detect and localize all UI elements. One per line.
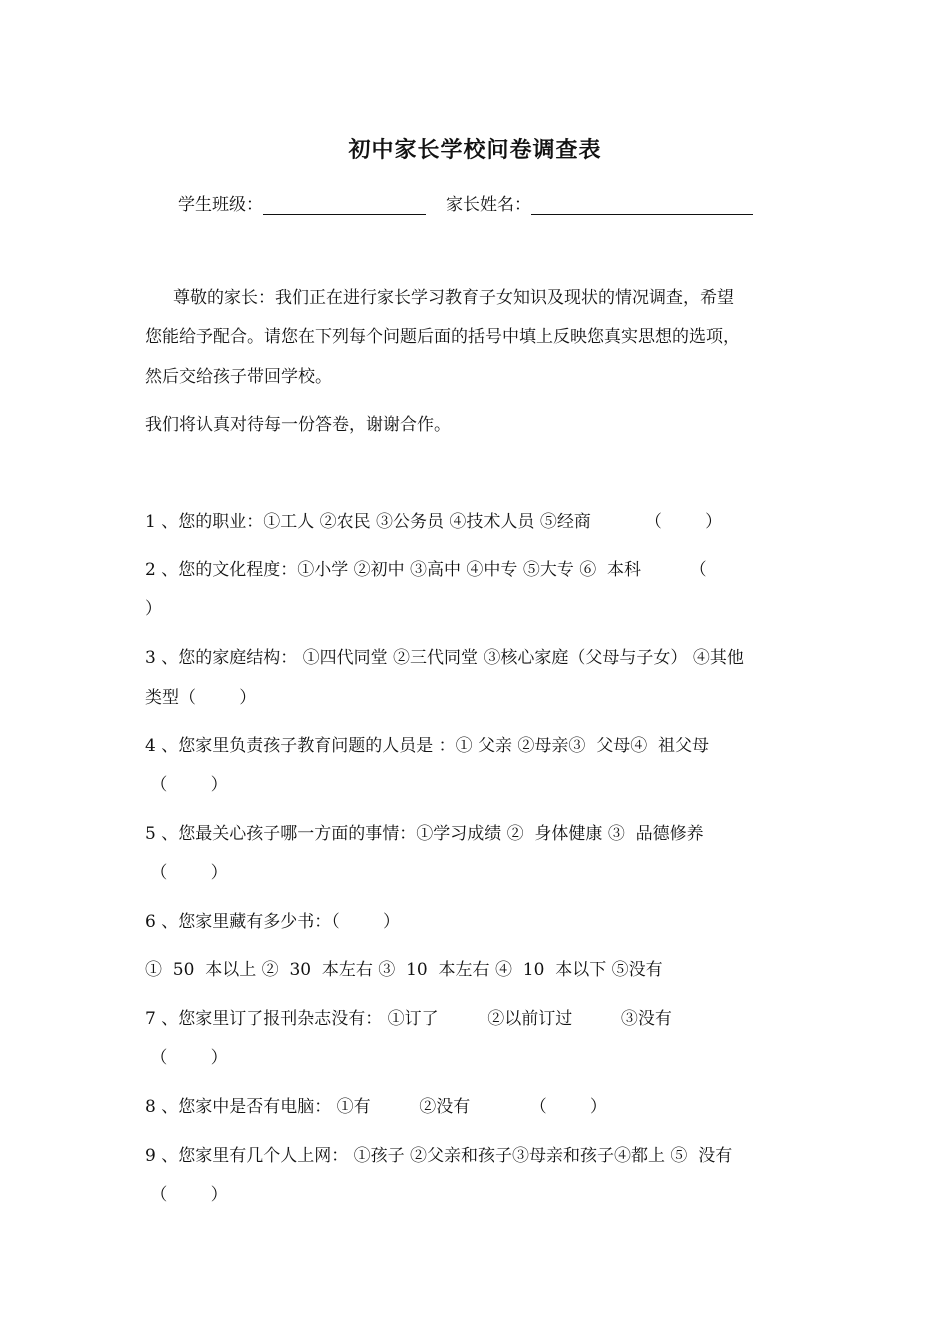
parent-name-label: 家长姓名： — [446, 195, 531, 215]
parent-name-blank-field[interactable] — [531, 194, 753, 215]
page-title: 初中家长学校问卷调查表 — [348, 137, 602, 163]
question-7-line-2: （ ） — [145, 1048, 228, 1068]
question-3-line-2: 类型（ ） — [145, 688, 257, 708]
question-2-line-2: ） — [145, 599, 162, 619]
intro-line-3: 然后交给孩子带回学校。 — [145, 367, 332, 387]
question-5-line-1: 5 、您最关心孩子哪一方面的事情：①学习成绩 ② 身体健康 ③ 品德修养 — [145, 824, 704, 844]
question-9-line-2: （ ） — [145, 1185, 228, 1205]
intro-line-2: 您能给予配合。请您在下列每个问题后面的括号中填上反映您真实思想的选项， — [145, 327, 740, 347]
intro-line-4: 我们将认真对待每一份答卷，谢谢合作。 — [145, 415, 451, 435]
class-blank-field[interactable] — [263, 194, 426, 215]
question-6-line-1: 6 、您家里藏有多少书：（ ） — [145, 912, 400, 932]
question-1: 1 、您的职业：①工人 ②农民 ③公务员 ④技术人员 ⑤经商 （ ） — [145, 512, 723, 532]
question-2-line-1: 2 、您的文化程度：①小学 ②初中 ③高中 ④中专 ⑤大专 ⑥ 本科 （ — [145, 560, 707, 580]
question-7-line-1: 7 、您家里订了报刊杂志没有： ①订了 ②以前订过 ③没有 — [145, 1009, 672, 1029]
question-5-line-2: （ ） — [145, 863, 228, 883]
info-fields — [178, 189, 753, 215]
question-9-line-1: 9 、您家里有几个人上网： ①孩子 ②父亲和孩子③母亲和孩子④都上 ⑤ 没有 — [145, 1146, 733, 1166]
intro-line-1: 尊敬的家长：我们正在进行家长学习教育子女知识及现状的情况调查，希望 — [173, 288, 734, 308]
question-4-line-2: （ ） — [145, 775, 228, 795]
question-8: 8 、您家中是否有电脑： ①有 ②没有 （ ） — [145, 1097, 607, 1117]
question-4-line-1: 4 、您家里负责孩子教育问题的人员是 ：① 父亲 ②母亲③ 父母④ 祖父母 — [145, 736, 710, 756]
class-label: 学生班级： — [178, 195, 263, 215]
question-6-options: ① 50 本以上 ② 30 本左右 ③ 10 本左右 ④ 10 本以下 ⑤没有 — [145, 960, 663, 980]
question-3-line-1: 3 、您的家庭结构： ①四代同堂 ②三代同堂 ③核心家庭（父母与子女） ④其他 — [145, 648, 744, 668]
